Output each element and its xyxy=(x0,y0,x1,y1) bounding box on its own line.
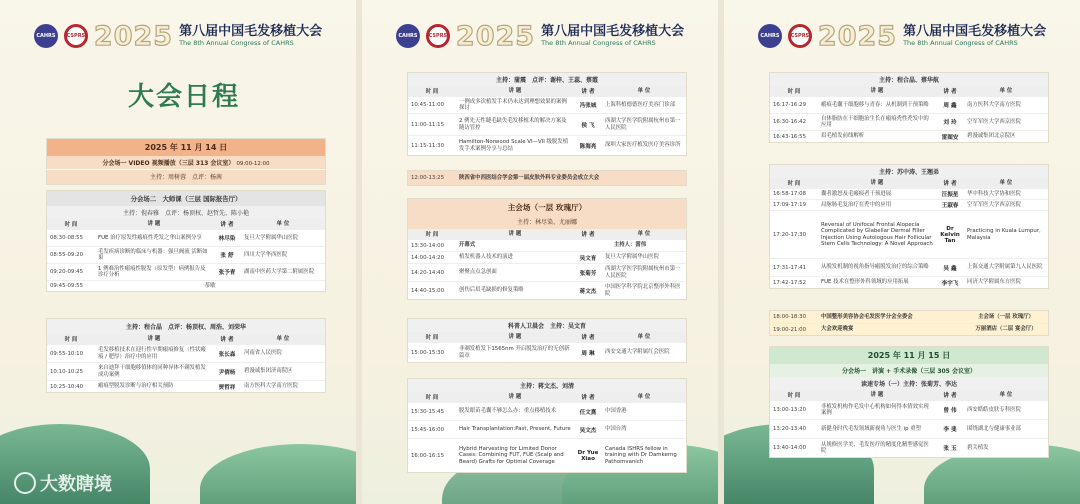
table-row: 15:00-15:30 非剃发植发下1565nm 开启脱发治疗的无创新篇章 周 琳 西安交通大学附属红会医院 xyxy=(408,342,686,362)
host-line: 主持：周树蓉 点评：杨茜 xyxy=(47,169,325,184)
year-text: 2025 xyxy=(817,20,898,52)
page-1 xyxy=(0,0,356,504)
host-line: 主持：苏中涛、王翘弟 xyxy=(770,165,1048,178)
schedule-block-special xyxy=(407,318,687,363)
venue-title: 分会场一 VIDEO 视频播放（三层 313 会议室） 09:00-12:00 xyxy=(47,156,325,169)
congress-title-cn: 第八届中国毛发移植大会 xyxy=(179,23,323,39)
schedule-block-afternoon xyxy=(407,378,687,473)
table-row: 15:30-15:45 脱发眼苗毛囊不够怎么办：重点移植技术 任文熹 中国香港 xyxy=(408,402,686,420)
host-line: 主持：程合晶 点评：杨顶权、周浩、刘荣华 xyxy=(47,319,325,334)
schedule-block-main-venue xyxy=(407,198,687,300)
congress-title-en: The 8th Annual Congress of CAHRS xyxy=(179,38,294,47)
host-line: 科普人卫晨会 主持：吴文育 xyxy=(408,319,686,332)
table-header: 时 间 讲 题 讲 者 单 位 xyxy=(47,334,325,344)
table-row: 13:40-14:00 从规修医学美、毛发医疗的精度化精型感觉医院 张 玉 碧关植发 xyxy=(770,438,1048,457)
table-header: 时 间 讲 题 讲 者 单 位 xyxy=(408,86,686,96)
congress-title-cn: 第八届中国毛发移植大会 xyxy=(903,23,1047,39)
table-header: 时 间 讲 题 讲 者 单 位 xyxy=(408,229,686,239)
table-row: 11:15-11:30 Hamilton-Norwood Scale VI—VII 级脱发植发手术案例分享与总结 陈海亮 深圳大家医疗植发医疗美容诊所 xyxy=(408,135,686,155)
watermark-icon xyxy=(14,472,36,494)
table-row: 16:30-16:42 自体脂肪在干细胞治生长在瘢痕秃性秃发中的应用 刘 玲 空军军医大学西京医院 xyxy=(770,113,1048,130)
table-header: 时 间 讲 题 讲 者 单 位 xyxy=(770,86,1048,96)
cahrs-logo: CAHRS xyxy=(396,24,420,48)
congress-title-en: The 8th Annual Congress of CAHRS xyxy=(541,38,656,47)
host-line: 主持：蒲震 点评：谢梓、王蕊、蔡霞 xyxy=(408,73,686,86)
table-header: 时 间 讲 题 讲 者 单 位 xyxy=(770,178,1048,188)
table-header: 时 间 讲 题 讲 者 单 位 xyxy=(47,219,325,229)
schedule-block-section3 xyxy=(46,318,326,393)
venue-title: 主会场（一层 玫瑰厅） xyxy=(408,199,686,216)
page-title: 大会日程 xyxy=(128,82,241,112)
table-row: 10:45-11:00 一例成多次植发手术仍未达到理想效果的案例探讨 冯张城 上海科植德德医疗美容门诊部 xyxy=(408,96,686,113)
table-row: 13:20-13:40 新健身时代毛发领域新视角与医生 ip 重塑 李 斐 围绕湖北与健康事业部 xyxy=(770,419,1048,438)
table-row: 13:30-14:00 开幕式 主持人：雷伟 xyxy=(408,239,686,251)
csprs-logo: CSPRS xyxy=(426,24,450,48)
host-line: 读速专场（一）主持：张菊芳、李达 xyxy=(770,377,1048,390)
table-header: 时 间 讲 题 讲 者 单 位 xyxy=(408,332,686,342)
venue-title: 分会场一 讲演 + 手术录像（三层 305 会议室） xyxy=(770,364,1048,377)
schedule-block-p3-b xyxy=(769,164,1049,289)
table-row: 17:31-17:41 从脱发机制的视角指导瘢脱发治疗的综合策略 吴 鑫 上海交通大学附属第九人民医院 xyxy=(770,258,1048,276)
page-header xyxy=(362,16,718,56)
table-header: 时 间 讲 题 讲 者 单 位 xyxy=(408,392,686,402)
schedule-block-p3-a xyxy=(769,72,1049,143)
table-row: 08:30-08:55 FUE 治疗原发性瘢痕性秃发之华山案例分享 林尽染 复旦大学附属华山医院 xyxy=(47,229,325,246)
table-row: 14:20-14:40 聚聚点点急创面 张菊芳 西湖大学医学院附属杭州市第一人民医院 xyxy=(408,263,686,281)
venue-title: 分会场二 大师课（三层 国际报告厅） xyxy=(47,191,325,206)
schedule-block-day1-venue1 xyxy=(46,138,326,185)
table-row: 09:55-10:10 毛发移植技术在迎行性早期瘢痕修复（性状瘢痕 / 肥厚）治疗中的应用 张长森 河南省人民医院 xyxy=(47,344,325,362)
table-row: 14:00-14:20 植发机器人技术的演进 吴文育 复旦大学附属华山医院 xyxy=(408,251,686,263)
table-row-break: 09:45-09:55 茶歇 xyxy=(47,280,325,291)
host-line: 主持：倪春雅 点评：杨顶权、赵哲先、陈小艳 xyxy=(47,206,325,219)
table-row: 14:40-15:00 创伤后眉毛缺损的修复策略 蒋文杰 中国医学科学院北京整形外科医院 xyxy=(408,281,686,299)
year-text: 2025 xyxy=(455,20,536,52)
year-text: 2025 xyxy=(93,20,174,52)
table-row: 16:58-17:08 囊者激怒及毛瘢痕者干预进展 汪振星 华中科技大学协和医院 xyxy=(770,188,1048,199)
table-row: 08:55-09:20 毛发疾病诊断的临床与机器：强旦阀流 活断如果 张 舒 四川大学华西医院 xyxy=(47,246,325,263)
schedule-block-day2 xyxy=(769,346,1049,458)
table-row: 13:00-13:20 非植发机构作毛发中心机构如何得本情效实现案例 曾 伟 西安皓皓皮肤专科医院 xyxy=(770,400,1048,419)
congress-title-cn: 第八届中国毛发移植大会 xyxy=(541,23,685,39)
table-row: 10:25-10:40 瘢痕型脱发诊断与治疗相关预防 贾哲祥 南方医科大学南方医院 xyxy=(47,380,325,392)
table-row: 11:00-11:15 2 例先天性睫毛缺失毛发移植术的解决方案及随访管控 侯 飞 西湖大学医学院附属杭州市第一人民医院 xyxy=(408,113,686,135)
table-row: 16:17-16:29 瘢痕毛囊干细胞移与青春：从机制到干预策略 周 鑫 南方医科大学南方医院 xyxy=(770,96,1048,113)
page-3 xyxy=(724,0,1080,504)
host-line: 主持：林尽染、尤丽娜 xyxy=(408,216,686,229)
table-row: 17:20-17:30 Reversal of Unifocal Frontal Alopecia Complicated by Glabellar Dermal Filler Injection Using Autologous Hair Follicular Stem Cells Technology: A Novel Approach Dr Kelvin Tan Practicing in Kuala Lumpur, Malaysia xyxy=(770,210,1048,258)
table-row: 16:43-16:55 眉毛植发前线解析 雷图安 碧漫诚集团北京院区 xyxy=(770,130,1048,142)
schedule-block-master-class xyxy=(46,190,326,292)
host-line: 主持：蒋文杰、刘清 xyxy=(408,379,686,392)
date-banner: 2025 年 11 月 14 日 xyxy=(47,139,325,156)
mountain-decoration xyxy=(200,444,356,504)
watermark: 大数瞎境 xyxy=(14,470,112,496)
table-header: 时 间 讲 题 讲 者 单 位 xyxy=(770,390,1048,400)
page-header xyxy=(0,16,356,56)
table-row-event: 18:00-18:30 中国整形美容协会毛发医学分会全委会 主会场（一层 玫瑰厅） xyxy=(770,311,1048,323)
page-header xyxy=(724,16,1080,56)
table-row: 10:10-10:25 来自迪拜干细胞移值体的同种异体不剃发植发成功案例 尹倩杨 碧漫诚集团济南院区 xyxy=(47,362,325,380)
schedule-block-morning xyxy=(407,72,687,156)
table-row: 15:45-16:00 Hair Transplantation:Past, Present, Future 吴文杰 中国台湾 xyxy=(408,420,686,438)
table-row: 16:00-16:15 Hybrid Harvesting for Limited Donor Cases: Combining FUT, FUE (Scalp and Beard) Grafts for Optimal Coverage Dr Yue Xiao Canada ISHRS fellow in training with Dr Damkerng Pathomvanich xyxy=(408,438,686,472)
cahrs-logo: CAHRS xyxy=(34,24,58,48)
csprs-logo: CSPRS xyxy=(64,24,88,48)
table-row: 09:20-09:45 1 例难治性瘢痕性脱发（原发型）病例报告及诊疗分析 张予青 湖南中医药大学第二附属医院 xyxy=(47,263,325,280)
csprs-logo: CSPRS xyxy=(788,24,812,48)
table-row: 17:09-17:19 局脉肠毛复治疗在秃中的应用 王淑春 空军军医大学西京医院 xyxy=(770,199,1048,210)
page-2 xyxy=(362,0,718,504)
schedule-block-meeting xyxy=(407,170,687,186)
date-banner: 2025 年 11 月 15 日 xyxy=(770,347,1048,364)
table-row-event: 19:00-21:00 大会欢迎晚宴 万丽酒店（二层 宴会厅） xyxy=(770,323,1048,335)
congress-title-en: The 8th Annual Congress of CAHRS xyxy=(903,38,1018,47)
schedule-block-evening xyxy=(769,310,1049,336)
table-row-event: 12:00-13:25 陕西省中西医结合学会第一届皮肤外科专业委员会成立大会 xyxy=(408,171,686,185)
table-row: 17:42-17:52 FUE 技术在整形外科领域的应用拓展 李宇飞 同济大学附属东方医院 xyxy=(770,276,1048,288)
cahrs-logo: CAHRS xyxy=(758,24,782,48)
host-line: 主持：程合晶、蔡华航 xyxy=(770,73,1048,86)
